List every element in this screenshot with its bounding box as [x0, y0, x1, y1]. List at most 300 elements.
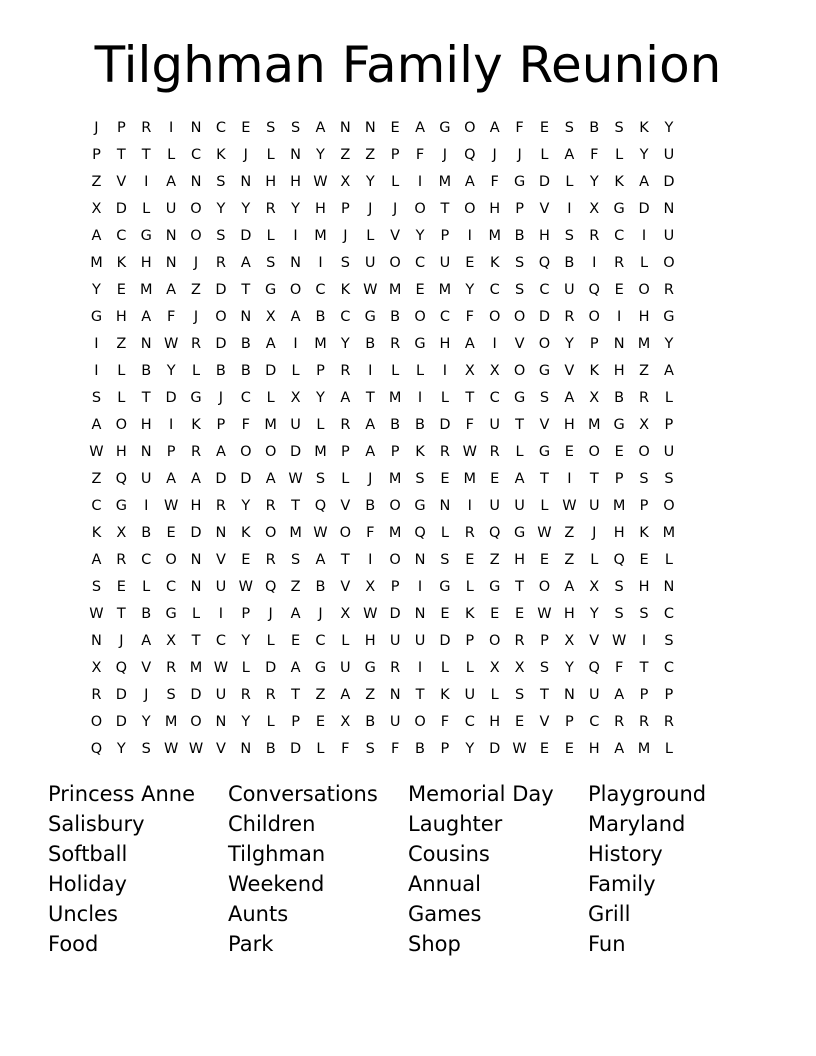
grid-letter[interactable]: R	[190, 335, 202, 352]
grid-letter[interactable]: F	[166, 308, 176, 325]
grid-letter[interactable]: Q	[588, 281, 600, 298]
grid-letter[interactable]: D	[265, 659, 277, 676]
grid-letter[interactable]: W	[213, 659, 229, 676]
grid-letter[interactable]: A	[564, 389, 575, 406]
grid-letter[interactable]: T	[639, 659, 649, 676]
grid-letter[interactable]: L	[440, 389, 449, 406]
grid-letter[interactable]: W	[238, 578, 253, 595]
grid-letter[interactable]: R	[91, 686, 102, 703]
grid-letter[interactable]: H	[140, 416, 152, 433]
grid-letter[interactable]: C	[315, 632, 326, 649]
grid-letter[interactable]: G	[663, 308, 675, 325]
grid-letter[interactable]: L	[440, 659, 449, 676]
grid-letter[interactable]: L	[191, 605, 201, 622]
grid-letter[interactable]: V	[215, 740, 226, 757]
grid-letter[interactable]: I	[417, 389, 423, 406]
grid-letter[interactable]: O	[389, 497, 401, 514]
grid-letter[interactable]: R	[639, 713, 650, 730]
grid-letter[interactable]: B	[390, 416, 401, 433]
grid-letter[interactable]: R	[265, 551, 276, 568]
grid-letter[interactable]: L	[440, 524, 449, 541]
grid-letter[interactable]: Z	[564, 524, 575, 541]
grid-letter[interactable]: A	[315, 551, 326, 568]
grid-letter[interactable]: I	[467, 497, 472, 514]
grid-letter[interactable]: S	[216, 227, 226, 244]
grid-letter[interactable]: L	[142, 200, 151, 217]
grid-letter[interactable]: I	[492, 335, 497, 352]
grid-letter[interactable]: G	[538, 362, 551, 379]
grid-letter[interactable]: L	[266, 146, 275, 163]
grid-letter[interactable]: K	[639, 524, 649, 541]
grid-letter[interactable]: L	[316, 740, 325, 757]
grid-letter[interactable]: C	[663, 659, 674, 676]
grid-letter[interactable]: S	[614, 578, 624, 595]
grid-letter[interactable]: B	[390, 308, 401, 325]
grid-letter[interactable]: B	[564, 254, 575, 271]
grid-letter[interactable]: M	[264, 416, 277, 433]
grid-letter[interactable]: R	[265, 200, 276, 217]
grid-letter[interactable]: G	[140, 227, 152, 244]
grid-letter[interactable]: N	[240, 173, 252, 190]
grid-letter[interactable]: S	[266, 119, 276, 136]
grid-letter[interactable]: Q	[488, 524, 501, 541]
grid-letter[interactable]: Y	[241, 497, 251, 514]
grid-letter[interactable]: O	[663, 497, 675, 514]
grid-letter[interactable]: A	[141, 632, 152, 649]
grid-letter[interactable]: D	[115, 200, 127, 217]
grid-letter[interactable]: K	[639, 119, 649, 136]
grid-letter[interactable]: B	[365, 497, 376, 514]
grid-letter[interactable]: O	[289, 281, 302, 298]
letter-grid[interactable]	[84, 114, 732, 762]
grid-letter[interactable]: D	[389, 605, 401, 622]
grid-letter[interactable]: J	[193, 308, 199, 325]
grid-letter[interactable]: I	[318, 254, 323, 271]
grid-letter[interactable]: T	[465, 389, 475, 406]
grid-letter[interactable]: I	[467, 227, 472, 244]
grid-letter[interactable]: N	[91, 632, 102, 649]
grid-letter[interactable]: H	[115, 443, 127, 460]
grid-letter[interactable]: U	[514, 497, 525, 514]
grid-letter[interactable]: Q	[613, 551, 625, 568]
grid-letter[interactable]: L	[515, 443, 524, 460]
grid-letter[interactable]: O	[638, 443, 650, 460]
grid-letter[interactable]: B	[315, 308, 326, 325]
grid-letter[interactable]: S	[415, 470, 425, 487]
grid-letter[interactable]: S	[340, 254, 350, 271]
grid-letter[interactable]: K	[415, 443, 425, 460]
grid-letter[interactable]: T	[141, 146, 151, 163]
grid-letter[interactable]: P	[664, 416, 674, 433]
grid-letter[interactable]: N	[663, 200, 675, 217]
grid-letter[interactable]: W	[288, 470, 303, 487]
grid-letter[interactable]: O	[215, 308, 227, 325]
grid-letter[interactable]: M	[164, 713, 178, 730]
grid-letter[interactable]: P	[639, 686, 649, 703]
grid-letter[interactable]: M	[612, 497, 626, 514]
grid-letter[interactable]: F	[465, 416, 474, 433]
grid-letter[interactable]: O	[190, 227, 202, 244]
grid-letter[interactable]: E	[166, 524, 176, 541]
grid-letter[interactable]: S	[639, 605, 649, 622]
grid-letter[interactable]: U	[489, 497, 500, 514]
grid-letter[interactable]: U	[564, 281, 575, 298]
grid-letter[interactable]: T	[340, 551, 350, 568]
grid-letter[interactable]: W	[313, 524, 328, 541]
grid-letter[interactable]: S	[216, 173, 226, 190]
grid-letter[interactable]: C	[439, 308, 450, 325]
grid-letter[interactable]: S	[564, 119, 574, 136]
grid-letter[interactable]: O	[513, 308, 526, 325]
grid-letter[interactable]: P	[639, 497, 649, 514]
grid-letter[interactable]: E	[515, 713, 525, 730]
grid-letter[interactable]: L	[590, 551, 599, 568]
grid-letter[interactable]: A	[365, 443, 376, 460]
grid-letter[interactable]: Z	[489, 551, 500, 568]
grid-letter[interactable]: N	[190, 173, 202, 190]
grid-letter[interactable]: O	[90, 713, 103, 730]
grid-letter[interactable]: E	[639, 551, 649, 568]
grid-letter[interactable]: T	[191, 632, 201, 649]
grid-letter[interactable]: C	[240, 389, 251, 406]
grid-letter[interactable]: D	[165, 389, 177, 406]
grid-letter[interactable]: A	[240, 254, 251, 271]
grid-letter[interactable]: B	[365, 713, 376, 730]
grid-letter[interactable]: X	[489, 659, 500, 676]
grid-letter[interactable]: C	[116, 227, 127, 244]
grid-letter[interactable]: F	[341, 740, 350, 757]
grid-letter[interactable]: L	[615, 146, 624, 163]
grid-letter[interactable]: Y	[166, 362, 176, 379]
grid-letter[interactable]: K	[614, 173, 624, 190]
grid-letter[interactable]: L	[241, 659, 250, 676]
grid-letter[interactable]: L	[117, 389, 126, 406]
grid-letter[interactable]: R	[464, 524, 475, 541]
grid-letter[interactable]: C	[464, 713, 475, 730]
grid-letter[interactable]: J	[144, 686, 149, 703]
grid-letter[interactable]: L	[341, 632, 350, 649]
grid-letter[interactable]: G	[190, 389, 202, 406]
grid-letter[interactable]: E	[116, 281, 126, 298]
grid-letter[interactable]: Y	[415, 227, 425, 244]
grid-letter[interactable]: Y	[216, 200, 226, 217]
grid-letter[interactable]: B	[240, 335, 251, 352]
grid-letter[interactable]: B	[614, 389, 625, 406]
grid-letter[interactable]: X	[340, 713, 351, 730]
grid-letter[interactable]: E	[415, 281, 425, 298]
grid-letter[interactable]: L	[664, 551, 673, 568]
grid-letter[interactable]: L	[291, 362, 300, 379]
grid-letter[interactable]: J	[392, 200, 398, 217]
grid-letter[interactable]: M	[314, 443, 327, 460]
grid-letter[interactable]: P	[390, 146, 400, 163]
grid-letter[interactable]: T	[291, 686, 300, 703]
grid-letter[interactable]: H	[489, 713, 501, 730]
grid-letter[interactable]: J	[517, 146, 522, 163]
grid-letter[interactable]: S	[564, 227, 574, 244]
grid-letter[interactable]: B	[141, 524, 152, 541]
grid-letter[interactable]: P	[116, 119, 126, 136]
grid-letter[interactable]: I	[567, 470, 572, 487]
grid-letter[interactable]: B	[415, 416, 425, 433]
grid-letter[interactable]: A	[91, 416, 102, 433]
grid-letter[interactable]: D	[638, 200, 650, 217]
grid-letter[interactable]: S	[141, 740, 151, 757]
grid-letter[interactable]: M	[388, 470, 402, 487]
grid-letter[interactable]: W	[611, 632, 627, 649]
grid-letter[interactable]: N	[339, 119, 351, 136]
grid-letter[interactable]: S	[614, 605, 624, 622]
grid-letter[interactable]: P	[540, 632, 549, 649]
grid-letter[interactable]: H	[489, 200, 501, 217]
grid-letter[interactable]: I	[617, 308, 622, 325]
grid-letter[interactable]: Q	[588, 659, 600, 676]
grid-letter[interactable]: Z	[365, 146, 376, 163]
grid-letter[interactable]: E	[390, 119, 400, 136]
grid-letter[interactable]: N	[663, 578, 675, 595]
grid-letter[interactable]: C	[190, 146, 202, 163]
grid-letter[interactable]: W	[562, 497, 577, 514]
grid-letter[interactable]: U	[290, 416, 301, 433]
grid-letter[interactable]: F	[515, 119, 524, 136]
grid-letter[interactable]: O	[488, 308, 501, 325]
grid-letter[interactable]: I	[168, 119, 174, 136]
grid-letter[interactable]: G	[364, 308, 376, 325]
grid-letter[interactable]: E	[614, 281, 624, 298]
grid-letter[interactable]: D	[538, 308, 551, 325]
grid-letter[interactable]: A	[464, 173, 475, 190]
grid-letter[interactable]: W	[188, 740, 204, 757]
grid-letter[interactable]: L	[366, 227, 375, 244]
grid-letter[interactable]: R	[190, 443, 202, 460]
grid-letter[interactable]: Q	[264, 578, 277, 595]
grid-letter[interactable]: L	[540, 497, 549, 514]
grid-letter[interactable]: P	[166, 443, 176, 460]
grid-letter[interactable]: A	[290, 308, 301, 325]
grid-letter[interactable]: N	[165, 254, 177, 271]
grid-letter[interactable]: V	[116, 173, 127, 190]
grid-letter[interactable]: W	[537, 605, 552, 622]
grid-letter[interactable]: D	[115, 713, 127, 730]
grid-letter[interactable]: D	[115, 686, 127, 703]
grid-letter[interactable]: X	[489, 362, 500, 379]
grid-letter[interactable]: P	[216, 416, 226, 433]
grid-letter[interactable]: E	[539, 740, 550, 757]
grid-letter[interactable]: U	[364, 254, 376, 271]
grid-letter[interactable]: V	[340, 578, 351, 595]
grid-letter[interactable]: S	[290, 119, 301, 136]
grid-letter[interactable]: P	[390, 578, 400, 595]
grid-letter[interactable]: Y	[589, 173, 599, 190]
grid-letter[interactable]: S	[266, 254, 276, 271]
grid-letter[interactable]: S	[664, 632, 674, 649]
grid-letter[interactable]: A	[464, 335, 475, 352]
grid-letter[interactable]: H	[638, 308, 650, 325]
grid-letter[interactable]: G	[513, 389, 526, 406]
grid-letter[interactable]: N	[240, 308, 252, 325]
grid-letter[interactable]: B	[514, 227, 525, 244]
grid-letter[interactable]: R	[116, 551, 127, 568]
grid-letter[interactable]: O	[264, 443, 277, 460]
grid-letter[interactable]: M	[314, 227, 327, 244]
grid-letter[interactable]: P	[564, 713, 574, 730]
grid-letter[interactable]: S	[91, 578, 102, 595]
grid-letter[interactable]: K	[116, 254, 127, 271]
grid-letter[interactable]: O	[538, 578, 551, 595]
grid-letter[interactable]: D	[215, 335, 227, 352]
grid-letter[interactable]: N	[414, 605, 426, 622]
grid-letter[interactable]: M	[388, 389, 402, 406]
grid-letter[interactable]: F	[440, 713, 450, 730]
grid-letter[interactable]: I	[168, 416, 174, 433]
grid-letter[interactable]: I	[641, 632, 647, 649]
grid-letter[interactable]: M	[637, 335, 651, 352]
grid-letter[interactable]: H	[588, 740, 600, 757]
grid-letter[interactable]: B	[141, 605, 152, 622]
grid-letter[interactable]: X	[639, 416, 649, 433]
grid-letter[interactable]: U	[340, 659, 351, 676]
grid-letter[interactable]: G	[414, 335, 426, 352]
grid-letter[interactable]: I	[368, 362, 373, 379]
grid-letter[interactable]: U	[165, 200, 177, 217]
grid-letter[interactable]: N	[215, 713, 227, 730]
grid-letter[interactable]: J	[119, 632, 124, 649]
grid-letter[interactable]: L	[191, 362, 201, 379]
grid-letter[interactable]: U	[215, 686, 227, 703]
grid-letter[interactable]: P	[340, 443, 350, 460]
grid-letter[interactable]: R	[240, 686, 251, 703]
grid-letter[interactable]: O	[488, 632, 501, 649]
grid-letter[interactable]: O	[240, 443, 252, 460]
grid-letter[interactable]: A	[166, 173, 177, 190]
grid-letter[interactable]: G	[538, 443, 551, 460]
grid-letter[interactable]: H	[514, 551, 526, 568]
grid-letter[interactable]: J	[368, 470, 373, 487]
grid-letter[interactable]: X	[464, 362, 475, 379]
grid-letter[interactable]: W	[89, 605, 104, 622]
grid-letter[interactable]: X	[91, 200, 102, 217]
grid-letter[interactable]: Q	[464, 146, 476, 163]
grid-letter[interactable]: E	[564, 740, 574, 757]
grid-letter[interactable]: X	[365, 578, 376, 595]
grid-letter[interactable]: H	[539, 227, 550, 244]
grid-letter[interactable]: S	[514, 254, 525, 271]
grid-letter[interactable]: F	[390, 740, 400, 757]
grid-letter[interactable]: A	[91, 227, 102, 244]
grid-letter[interactable]: X	[589, 200, 600, 217]
grid-letter[interactable]: S	[365, 740, 375, 757]
grid-letter[interactable]: W	[363, 605, 378, 622]
grid-letter[interactable]: A	[614, 740, 625, 757]
grid-letter[interactable]: Z	[116, 335, 127, 352]
grid-letter[interactable]: W	[313, 173, 328, 190]
grid-letter[interactable]: G	[314, 659, 327, 676]
grid-letter[interactable]: S	[639, 470, 649, 487]
grid-letter[interactable]: D	[265, 362, 277, 379]
grid-letter[interactable]: X	[290, 389, 301, 406]
grid-letter[interactable]: D	[190, 686, 202, 703]
grid-letter[interactable]: T	[440, 200, 450, 217]
grid-letter[interactable]: I	[293, 335, 298, 352]
grid-letter[interactable]: O	[165, 551, 177, 568]
grid-letter[interactable]: R	[439, 443, 450, 460]
grid-letter[interactable]: K	[489, 254, 500, 271]
grid-letter[interactable]: E	[465, 254, 475, 271]
grid-letter[interactable]: K	[465, 605, 475, 622]
grid-letter[interactable]: D	[215, 281, 227, 298]
grid-letter[interactable]: T	[141, 389, 151, 406]
grid-letter[interactable]: R	[589, 227, 600, 244]
grid-letter[interactable]: A	[489, 119, 500, 136]
grid-letter[interactable]: G	[364, 659, 376, 676]
grid-letter[interactable]: M	[662, 524, 676, 541]
grid-letter[interactable]: H	[265, 173, 277, 190]
grid-letter[interactable]: E	[539, 551, 550, 568]
grid-letter[interactable]: J	[368, 200, 373, 217]
grid-letter[interactable]: Z	[91, 470, 102, 487]
grid-letter[interactable]: M	[637, 740, 651, 757]
grid-letter[interactable]: N	[190, 578, 202, 595]
grid-letter[interactable]: I	[417, 173, 423, 190]
grid-letter[interactable]: E	[490, 605, 500, 622]
grid-letter[interactable]: C	[215, 632, 226, 649]
grid-letter[interactable]: F	[241, 416, 250, 433]
grid-letter[interactable]: N	[563, 686, 575, 703]
grid-letter[interactable]: O	[464, 119, 476, 136]
grid-letter[interactable]: E	[465, 551, 475, 568]
grid-letter[interactable]: I	[293, 227, 298, 244]
grid-letter[interactable]: V	[539, 200, 550, 217]
grid-letter[interactable]: Q	[90, 740, 103, 757]
grid-letter[interactable]: J	[343, 227, 348, 244]
grid-letter[interactable]: I	[94, 362, 99, 379]
grid-letter[interactable]: G	[90, 308, 103, 325]
grid-letter[interactable]: T	[515, 416, 525, 433]
grid-letter[interactable]: U	[464, 686, 476, 703]
grid-letter[interactable]: A	[564, 146, 575, 163]
grid-letter[interactable]: Z	[639, 362, 649, 379]
grid-letter[interactable]: W	[363, 281, 378, 298]
grid-letter[interactable]: I	[144, 497, 149, 514]
grid-letter[interactable]: Q	[115, 659, 128, 676]
grid-letter[interactable]: A	[141, 308, 152, 325]
grid-letter[interactable]: Y	[465, 281, 475, 298]
grid-letter[interactable]: G	[439, 578, 451, 595]
grid-letter[interactable]: D	[439, 632, 451, 649]
grid-letter[interactable]: B	[315, 578, 326, 595]
grid-letter[interactable]: D	[289, 740, 302, 757]
grid-letter[interactable]: U	[663, 146, 675, 163]
grid-letter[interactable]: U	[588, 497, 600, 514]
grid-letter[interactable]: N	[290, 254, 301, 271]
grid-letter[interactable]: A	[315, 119, 326, 136]
grid-letter[interactable]: B	[215, 362, 226, 379]
grid-letter[interactable]: Y	[365, 173, 375, 190]
grid-letter[interactable]: Y	[316, 389, 325, 406]
grid-letter[interactable]: I	[94, 335, 99, 352]
grid-letter[interactable]: P	[440, 740, 450, 757]
grid-letter[interactable]: K	[191, 416, 201, 433]
grid-letter[interactable]: Y	[564, 659, 574, 676]
grid-letter[interactable]: V	[340, 497, 351, 514]
grid-letter[interactable]: H	[290, 173, 302, 190]
grid-letter[interactable]: A	[265, 470, 276, 487]
grid-letter[interactable]: Y	[116, 740, 126, 757]
grid-letter[interactable]: A	[340, 686, 351, 703]
grid-letter[interactable]: V	[514, 335, 525, 352]
grid-letter[interactable]: M	[388, 524, 402, 541]
grid-letter[interactable]: J	[592, 524, 597, 541]
